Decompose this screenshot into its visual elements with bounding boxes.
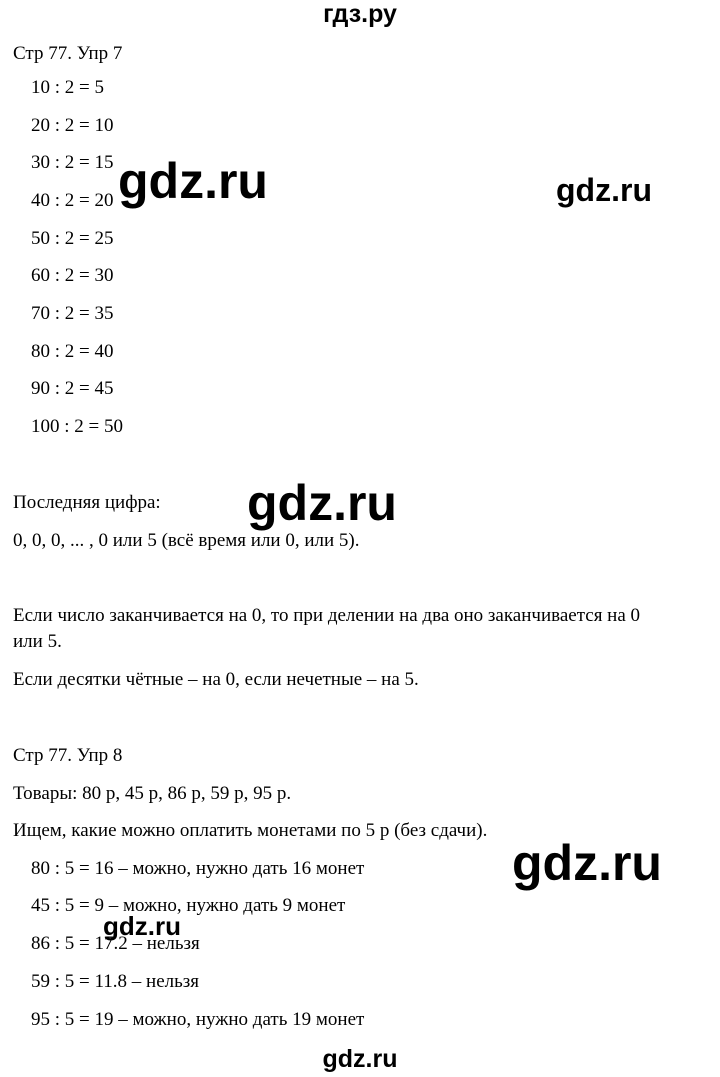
equation-line: 100 : 2 = 50 <box>31 416 123 437</box>
section-title-ex7: Стр 77. Упр 7 <box>13 43 123 64</box>
result-line: 59 : 5 = 11.8 – нельзя <box>31 971 200 992</box>
watermark-logo: gdz.ru <box>103 911 181 941</box>
equation-line: 90 : 2 = 45 <box>31 378 114 399</box>
conclusion-line: или 5. <box>13 631 62 652</box>
equation-line: 10 : 2 = 5 <box>31 77 104 98</box>
section-title-ex8: Стр 77. Упр 8 <box>13 745 123 766</box>
equation-line: 70 : 2 = 35 <box>31 303 114 324</box>
goods-line: Товары: 80 р, 45 р, 86 р, 59 р, 95 р. <box>13 783 292 804</box>
watermark-logo: gdz.ru <box>512 835 662 891</box>
conclusion-line: Если число заканчивается на 0, то при делении на два оно заканчивается на 0 <box>13 605 641 626</box>
watermark-logo: gdz.ru <box>118 153 268 209</box>
equation-line: 30 : 2 = 15 <box>31 152 114 173</box>
site-header[interactable]: гдз.ру <box>323 0 397 28</box>
watermark-logo: gdz.ru <box>556 172 652 208</box>
conclusion-line: Если десятки чётные – на 0, если нечетные – на 5. <box>13 669 419 690</box>
last-digit-label: Последняя цифра: <box>13 492 161 513</box>
result-line: 80 : 5 = 16 – можно, нужно дать 16 монет <box>31 858 365 879</box>
equation-line: 60 : 2 = 30 <box>31 265 114 286</box>
site-footer[interactable]: gdz.ru <box>322 1045 398 1073</box>
result-line: 86 : 5 = 17.2 – нельзя <box>31 933 200 954</box>
equation-line: 20 : 2 = 10 <box>31 115 114 136</box>
result-line: 95 : 5 = 19 – можно, нужно дать 19 монет <box>31 1009 365 1030</box>
result-line: 45 : 5 = 9 – можно, нужно дать 9 монет <box>31 895 346 916</box>
watermark-logo: gdz.ru <box>247 475 397 531</box>
equation-line: 40 : 2 = 20 <box>31 190 114 211</box>
equation-line: 80 : 2 = 40 <box>31 341 114 362</box>
last-digit-text: 0, 0, 0, ... , 0 или 5 (всё время или 0, или 5). <box>13 530 360 551</box>
equation-line: 50 : 2 = 25 <box>31 228 114 249</box>
task-line: Ищем, какие можно оплатить монетами по 5 р (без сдачи). <box>13 820 488 841</box>
